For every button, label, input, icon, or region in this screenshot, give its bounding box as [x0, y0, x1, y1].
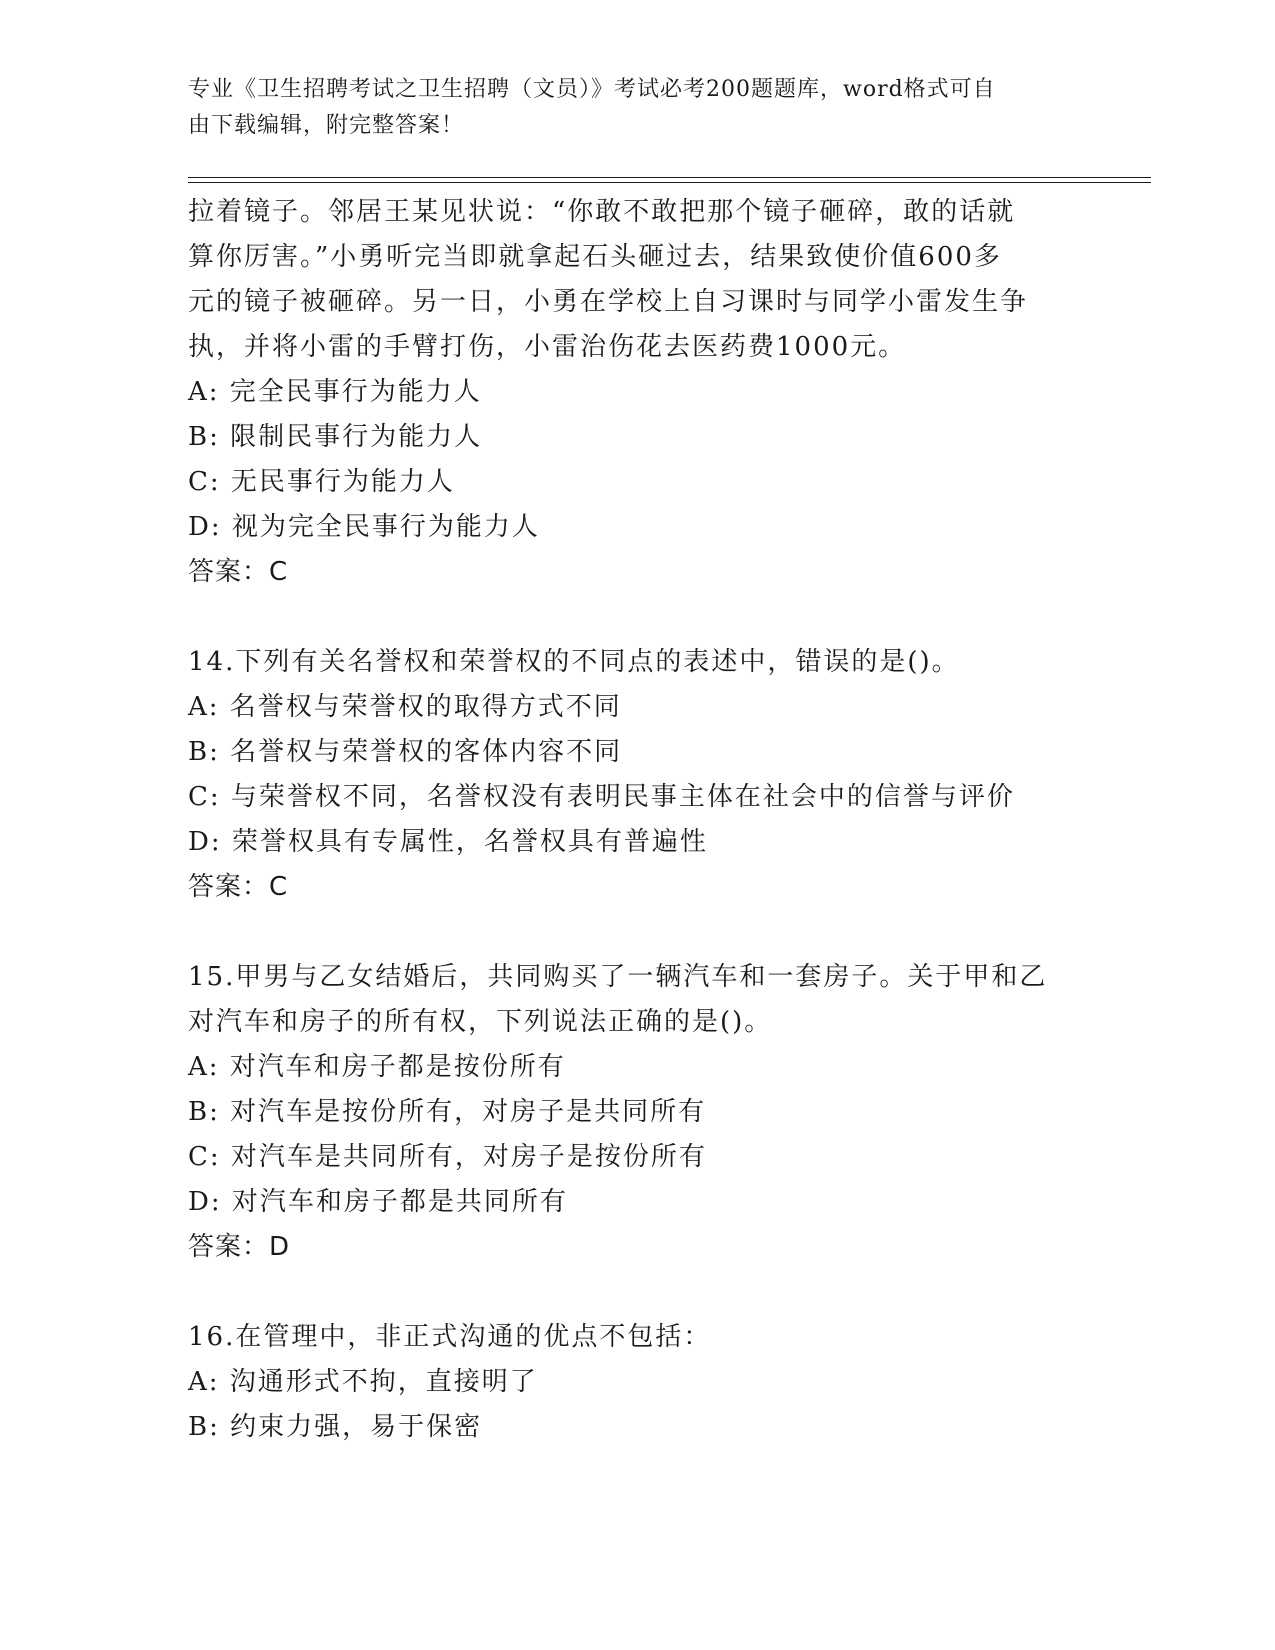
option-b: B: 约束力强，易于保密 [188, 1412, 483, 1442]
option-b: B: 限制民事行为能力人 [188, 422, 483, 452]
question-text-line: 拉着镜子。邻居王某见状说：“你敢不敢把那个镜子砸碎，敢的话就 [188, 197, 1016, 227]
answer-line: 答案：C [188, 557, 289, 587]
header-title-line-1: 专业《卫生招聘考试之卫生招聘（文员）》考试必考200题题库，word格式可自 [188, 77, 996, 102]
option-c: C: 无民事行为能力人 [188, 467, 455, 497]
question-15 [188, 955, 1088, 1270]
option-d: D: 视为完全民事行为能力人 [188, 512, 540, 542]
question-text-line: 执，并将小雷的手臂打伤，小雷治伤花去医药费1000元。 [188, 332, 907, 362]
option-a: A: 对汽车和房子都是按份所有 [188, 1052, 566, 1082]
header-title-line-2: 由下载编辑，附完整答案！ [188, 113, 465, 138]
question-stem: 16.在管理中，非正式沟通的优点不包括： [188, 1322, 712, 1352]
option-d: D: 对汽车和房子都是共同所有 [188, 1187, 568, 1217]
option-a: A: 名誉权与荣誉权的取得方式不同 [188, 692, 622, 722]
header-divider-bottom [188, 182, 1151, 183]
answer-line: 答案：D [188, 1232, 291, 1262]
document-body [188, 190, 1088, 1450]
question-stem: 15.甲男与乙女结婚后，共同购买了一辆汽车和一套房子。关于甲和乙 [188, 962, 1048, 992]
question-text-line: 算你厉害。”小勇听完当即就拿起石头砸过去，结果致使价值600多 [188, 242, 1002, 272]
question-13-continuation [188, 190, 1088, 595]
option-a: A: 沟通形式不拘，直接明了 [188, 1367, 538, 1397]
option-c: C: 与荣誉权不同，名誉权没有表明民事主体在社会中的信誉与评价 [188, 782, 1015, 812]
option-b: B: 名誉权与荣誉权的客体内容不同 [188, 737, 623, 767]
question-stem: 对汽车和房子的所有权，下列说法正确的是()。 [188, 1007, 773, 1037]
option-d: D: 荣誉权具有专属性，名誉权具有普遍性 [188, 827, 708, 857]
header-divider-top [188, 177, 1151, 178]
document-header [188, 72, 1068, 144]
option-b: B: 对汽车是按份所有，对房子是共同所有 [188, 1097, 707, 1127]
question-stem: 14.下列有关名誉权和荣誉权的不同点的表述中，错误的是()。 [188, 647, 960, 677]
answer-line: 答案：C [188, 872, 289, 902]
option-a: A: 完全民事行为能力人 [188, 377, 482, 407]
question-text-line: 元的镜子被砸碎。另一日，小勇在学校上自习课时与同学小雷发生争 [188, 287, 1029, 317]
question-14 [188, 640, 1088, 910]
question-16 [188, 1315, 1088, 1450]
option-c: C: 对汽车是共同所有，对房子是按份所有 [188, 1142, 707, 1172]
